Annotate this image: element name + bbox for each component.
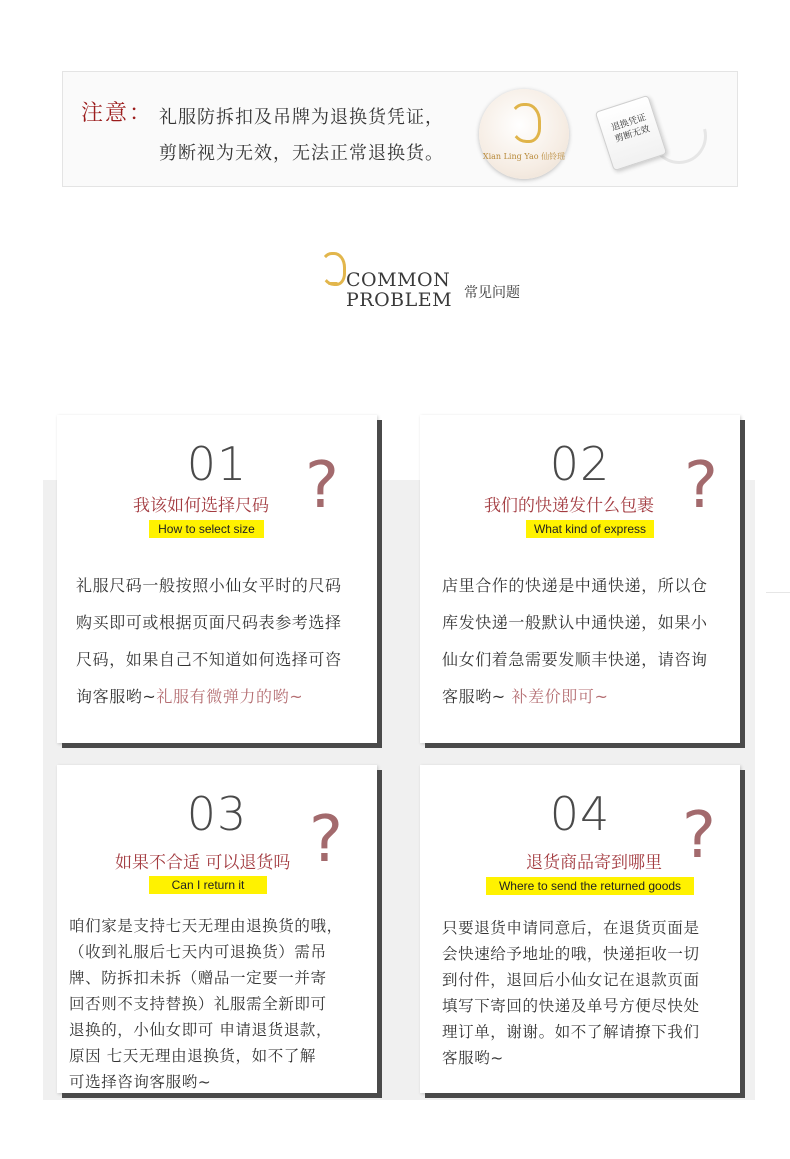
card-subtitle-en: What kind of express	[526, 520, 654, 538]
question-mark-icon: ?	[305, 449, 339, 523]
brand-circle-text: Xian Ling Yao 仙铃瑶	[482, 152, 566, 161]
notice-title: 注意：	[81, 101, 154, 126]
card-number: 02	[549, 437, 611, 491]
faq-card-express	[420, 415, 740, 743]
question-mark-icon: ?	[309, 803, 343, 877]
section-title-en	[346, 270, 452, 310]
card-body-line: 尺码，如果自己不知道如何选择可咨	[76, 650, 342, 669]
card-subtitle-en: Where to send the returned goods	[486, 877, 694, 895]
card-body-highlight: 礼服有微弹力的哟~	[156, 687, 304, 706]
card-subtitle-en: How to select size	[149, 520, 264, 538]
card-body	[69, 913, 373, 1095]
card-body-line: 礼服尺码一般按照小仙女平时的尺码	[76, 576, 342, 595]
card-body-highlight: 补差价即可~	[511, 687, 609, 706]
card-body-line: 退换的，小仙女即可 申请退货退款，	[69, 1021, 333, 1039]
card-body-line: 牌、防拆扣未拆（赠品一定要一并寄	[69, 969, 327, 987]
card-body-line: 回否则不支持替换）礼服需全新即可	[69, 995, 327, 1013]
notice-line-2: 剪断视为无效，无法正常退换货。	[159, 143, 444, 164]
card-body-line: 会快速给予地址的哦，快递拒收一切	[442, 945, 700, 963]
question-mark-icon: ?	[684, 449, 718, 523]
card-body-line: 理订单，谢谢。如不了解请撩下我们	[442, 1023, 700, 1041]
notice-line-1: 礼服防拆扣及吊牌为退换货凭证，	[159, 107, 444, 128]
card-title: 我该如何选择尺码	[133, 496, 269, 516]
card-body-line: 购买即可或根据页面尺码表参考选择	[76, 613, 342, 632]
card-subtitle-en: Can I return it	[149, 876, 267, 894]
notice-box	[62, 71, 738, 187]
card-body	[442, 567, 738, 715]
card-body-text: 询客服哟~	[76, 687, 157, 706]
card-body-line: 库发快递一般默认中通快递，如果小	[442, 613, 708, 632]
brand-logo-icon	[509, 103, 541, 143]
faq-card-size	[57, 415, 377, 743]
card-body-line: 咱们家是支持七天无理由退换货的哦，	[69, 917, 343, 935]
section-title-en-line2: PROBLEM	[346, 289, 453, 311]
card-body	[442, 915, 738, 1071]
card-body-line: 可选择咨询客服哟~	[69, 1073, 212, 1091]
card-body-line	[442, 678, 738, 715]
card-number: 03	[186, 787, 248, 841]
card-number: 01	[186, 437, 248, 491]
question-mark-icon: ?	[682, 799, 716, 873]
faq-card-address	[420, 765, 740, 1093]
card-title: 退货商品寄到哪里	[526, 853, 662, 873]
card-body-line: 填写下寄回的快递及单号方便尽快处	[442, 997, 700, 1015]
section-title-en-line1: COMMON	[346, 269, 451, 291]
faq-card-return	[57, 765, 377, 1093]
section-title-cn: 常见问题	[464, 285, 520, 301]
divider	[766, 592, 790, 593]
brand-logo-icon	[318, 250, 346, 290]
card-body-line: （收到礼服后七天内可退换货）需吊	[69, 943, 327, 961]
card-body-line: 店里合作的快递是中通快递，所以仓	[442, 576, 708, 595]
card-body-line: 仙女们着急需要发顺丰快递，请咨询	[442, 650, 708, 669]
hang-tag-text: 退换凭证 剪断无效	[610, 112, 652, 145]
card-body	[76, 567, 376, 715]
brand-circle-image	[479, 89, 569, 179]
card-body-line: 只要退货申请同意后，在退货页面是	[442, 919, 700, 937]
card-title: 如果不合适 可以退货吗	[115, 853, 291, 873]
card-number: 04	[549, 787, 611, 841]
hang-tag-image	[595, 95, 667, 171]
card-body-line: 客服哟~	[442, 1049, 504, 1067]
card-body-line	[76, 678, 376, 715]
card-body-line: 原因 七天无理由退换货，如不了解	[69, 1047, 317, 1065]
card-title: 我们的快递发什么包裹	[484, 496, 654, 516]
card-body-line: 到付件，退回后小仙女记在退款页面	[442, 971, 700, 989]
card-body-text: 客服哟~	[442, 687, 512, 706]
